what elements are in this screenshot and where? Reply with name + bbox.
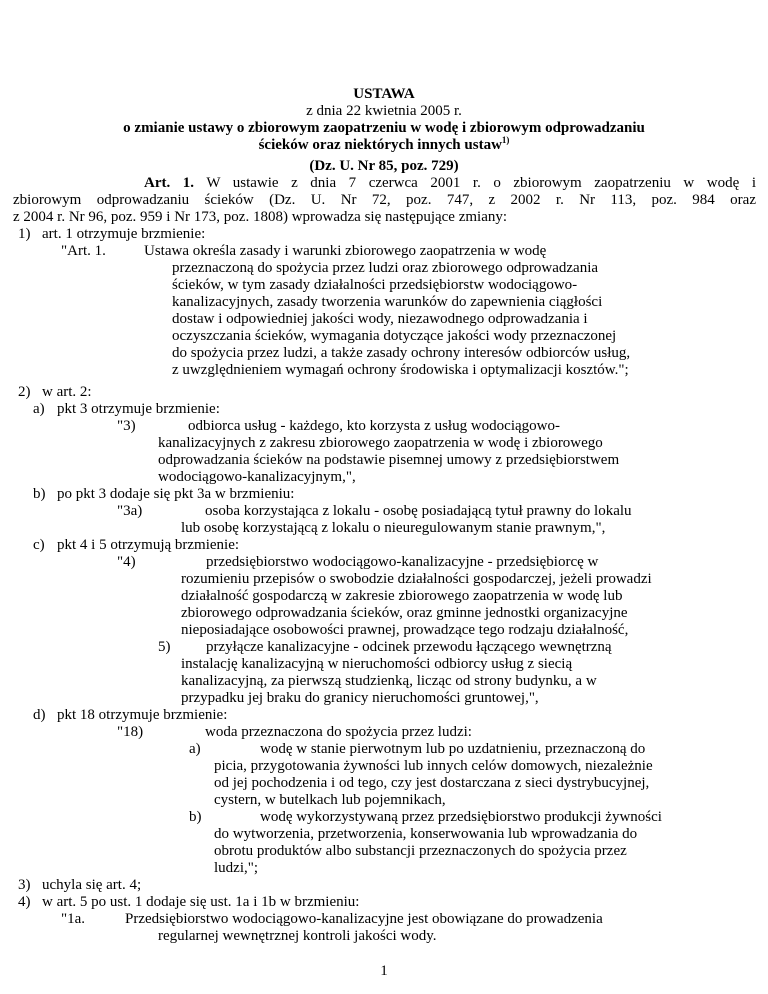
- art-quote-line: ścieków, w tym zasady działalności przedsiębiorstw wodociągowo-: [172, 277, 578, 293]
- item-1: 1) art. 1 otrzymuje brzmienie:: [18, 226, 206, 242]
- lit-a-line: od jej pochodzenia i od tego, czy jest dostarczana z sieci dystrybucyjnej,: [214, 775, 650, 791]
- pkt-3a-label: "3a): [117, 503, 143, 519]
- pkt-5-line: instalację kanalizacyjną w nieruchomości odbiorcy usług z siecią: [181, 656, 573, 672]
- pkt-3-line: odprowadzania ścieków na podstawie pisemnej umowy z przedsiębiorstwem: [158, 452, 620, 468]
- pkt-3-line: kanalizacyjnych z zakresu zbiorowego zaopatrzenia w wodę i zbiorowego: [158, 435, 603, 451]
- item-2: 2) w art. 2:: [18, 384, 92, 400]
- pkt-18-line: woda przeznaczona do spożycia przez ludzi:: [205, 724, 472, 740]
- pkt-3-line: wodociągowo-kanalizacyjnym,",: [158, 469, 356, 485]
- date-line: z dnia 22 kwietnia 2005 r.: [306, 103, 462, 119]
- art-quote-line: do spożycia przez ludzi, a także zasady ochrony interesów odbiorców usług,: [172, 345, 631, 361]
- lit-b-line: wodę wykorzystywaną przez przedsiębiorstwo produkcji żywności: [260, 809, 662, 825]
- item-2c: c) pkt 4 i 5 otrzymują brzmienie:: [33, 537, 240, 553]
- pkt-5-line: przypadku jej braku do granicy nieruchomości gruntowej,",: [181, 690, 539, 706]
- pkt-4-line: zbiorowego odprowadzania ścieków, oraz gminne jednostki organizacyjne: [181, 605, 628, 621]
- lit-a-line: picia, przygotowania żywności lub innych celów domowych, niezależnie: [214, 758, 653, 774]
- pkt-4-line: przedsiębiorstwo wodociągowo-kanalizacyjne - przedsiębiorcę w: [206, 554, 599, 570]
- pkt-3a-line: lub osobę korzystającą z lokalu o nieuregulowanym stanie prawnym,",: [181, 520, 606, 536]
- item-2b: b) po pkt 3 dodaje się pkt 3a w brzmieniu:: [33, 486, 295, 502]
- lit-b-line: do wytworzenia, przetworzenia, konserwowania lub wprowadzania do: [214, 826, 638, 842]
- art1-intro-second: zbiorowym odprowadzaniu ścieków (Dz. U. Nr 72, poz. 747, z 2002 r. Nr 113, poz. 984 oraz: [13, 192, 756, 208]
- journal-reference: (Dz. U. Nr 85, poz. 729): [309, 158, 459, 174]
- lit-a-line: wodę w stanie pierwotnym lub po uzdatnieniu, przeznaczoną do: [260, 741, 646, 757]
- lit-b-line: obrotu produktów albo substancji przeznaczonych do spożycia przez: [214, 843, 627, 859]
- art-quote-label: "Art. 1.: [61, 243, 106, 259]
- art-quote-line: oczyszczania ścieków, wymagania dotyczące jakości wody przeznaczonej: [172, 328, 617, 344]
- ust-1a-line: regularnej wewnętrznej kontroli jakości wody.: [158, 928, 437, 944]
- item-2d: d) pkt 18 otrzymuje brzmienie:: [33, 707, 228, 723]
- pkt-5-line: przyłącze kanalizacyjne - odcinek przewodu łączącego wewnętrzną: [206, 639, 612, 655]
- item-2a: a) pkt 3 otrzymuje brzmienie:: [33, 401, 220, 417]
- pkt-5-line: kanalizacyjną, za pierwszą studzienką, licząc od strony budynku, a w: [181, 673, 597, 689]
- art-quote-line: Ustawa określa zasady i warunki zbiorowego zaopatrzenia w wodę: [144, 243, 547, 259]
- pkt-5-label: 5): [158, 639, 171, 655]
- lit-a-line: cystern, w butelkach lub pojemnikach,: [214, 792, 446, 808]
- document-title: USTAWA: [353, 86, 415, 102]
- pkt-3a-line: osoba korzystająca z lokalu - osobę posiadającą tytuł prawny do lokalu: [205, 503, 632, 519]
- art1-intro-first: Art. 1. W ustawie z dnia 7 czerwca 2001 r. o zbiorowym zaopatrzeniu w wodę i: [144, 175, 756, 191]
- pkt-4-line: działalność gospodarczą w zakresie zbiorowego zaopatrzenia w wodę lub: [181, 588, 623, 604]
- ust-1a-label: "1a.: [61, 911, 86, 927]
- art-quote-line: przeznaczoną do spożycia przez ludzi oraz zbiorowego odprowadzania: [172, 260, 599, 276]
- art1-label: Art. 1.: [144, 175, 195, 191]
- art-quote-line: dostaw i odpowiedniej jakości wody, niezawodnego odprowadzania i: [172, 311, 588, 327]
- pkt-4-line: rozumieniu przepisów o swobodzie działalności gospodarczej, jeżeli prowadzi: [181, 571, 652, 587]
- ust-1a-line: Przedsiębiorstwo wodociągowo-kanalizacyjne jest obowiązane do prowadzenia: [125, 911, 603, 927]
- item-3: 3) uchyla się art. 4;: [18, 877, 142, 893]
- subject-line-1: o zmianie ustawy o zbiorowym zaopatrzeniu w wodę i zbiorowym odprowadzaniu: [123, 120, 645, 136]
- pkt-4-label: "4): [117, 554, 136, 570]
- page-number: 1: [380, 963, 388, 979]
- lit-b-line: ludzi,";: [214, 860, 259, 876]
- art-quote-line: kanalizacyjnych, zasady tworzenia warunków do zapewnienia ciągłości: [172, 294, 603, 310]
- pkt-18-label: "18): [117, 724, 144, 740]
- pkt-3-label: "3): [117, 418, 136, 434]
- subject-line-2: ścieków oraz niektórych innych ustaw$^{1)}$: [258, 135, 510, 153]
- item-4: 4) w art. 5 po ust. 1 dodaje się ust. 1a i 1b w brzmieniu:: [18, 894, 360, 910]
- pkt-4-line: nieposiadające osobowości prawnej, prowadzące tego rodzaju działalność,: [181, 622, 629, 638]
- art-quote-line: z uwzględnieniem wymagań ochrony środowiska i optymalizacji kosztów.";: [172, 362, 629, 378]
- footnote-marker: 1): [501, 135, 510, 145]
- art1-intro-third: z 2004 r. Nr 96, poz. 959 i Nr 173, poz. 1808) wprowadza się następujące zmiany:: [13, 209, 508, 225]
- pkt-3-line: odbiorca usług - każdego, kto korzysta z usług wodociągowo-: [188, 418, 560, 434]
- lit-a-label: a): [189, 741, 201, 757]
- lit-b-label: b): [189, 809, 202, 825]
